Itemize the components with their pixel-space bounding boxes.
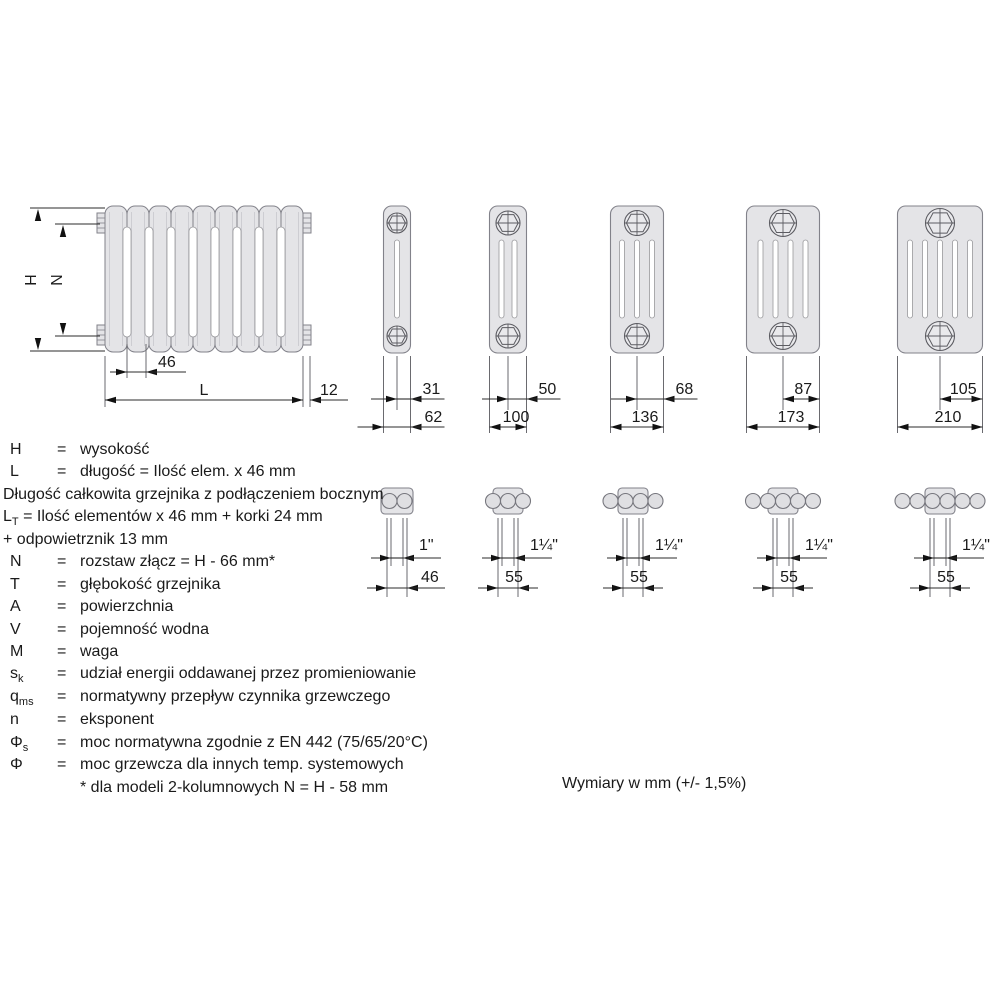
legend-row-total-length: Długość całkowita grzejnika z podłączeniem bocznym [3, 486, 384, 503]
connector-spacing-dim-label: N [47, 274, 64, 286]
connection-size-label: 1" [419, 537, 434, 554]
full-depth-label: 136 [631, 409, 659, 426]
hub-width-label: 55 [630, 569, 648, 586]
full-depth-label: 100 [502, 409, 530, 426]
full-depth-label: 173 [777, 409, 805, 426]
top-view-3col [478, 488, 558, 597]
hub-width-label: 46 [421, 569, 439, 586]
side-view-6col [898, 206, 983, 433]
length-dim-label: L [199, 382, 209, 399]
top-views [367, 488, 990, 597]
side-view-3col [482, 206, 561, 433]
connection-size-label: 1¼" [962, 537, 990, 554]
connection-size-label: 1¼" [530, 537, 558, 554]
side-view-2col [358, 206, 445, 433]
hub-width-label: 55 [505, 569, 523, 586]
top-view-6col [895, 488, 990, 597]
legend-footnote: * dla modeli 2-kolumnowych N = H - 58 mm [80, 779, 389, 796]
hub-width-label: 55 [780, 569, 798, 586]
half-depth-label: 50 [538, 381, 557, 398]
side-view-5col [747, 206, 820, 433]
top-view-5col [746, 488, 833, 597]
legend-row-lt: $L_T$ = Ilość elementów x 46 mm + korki 24 mm [3, 508, 323, 529]
height-dim-label: H [21, 274, 38, 286]
element-pitch-label: 46 [158, 354, 176, 371]
top-view-4col [603, 488, 683, 597]
radiator-dimensions-diagram: H N 46 L 12 31 62 50 100 68 136 87 173 105 210 1" 46 1¼" 55 1¼" 55 1¼" 55 1¼" 55 H = wysokość L = długość = Ilość elem. x 46 mm Długość całkowita grzejnika z podłączeniem bocznym $L_T$ = Ilość elementów x 46 mm + korki 24 mm + odpowietrznik 13 mm N = rozstaw złącz = H - 66 mm* T = głębokość grzejnika A = powierzchnia V = pojemność wodna M = waga $s_k$ = udział energii oddawanej przez promieniowanie $q_{ms}$ = normatywny przepływ czynnika grzewczego n = eksponent $\Phi_s$ = moc normatywna zgodnie z EN 442 (75/65/20°C) Φ = moc grzewcza dla innych temp. systemowych * dla modeli 2-kolumnowych N = H - 58 mm Wymiary w mm (+/- 1,5%) [0, 0, 1000, 1000]
half-depth-label: 87 [794, 381, 813, 398]
front-view-drawing [21, 206, 348, 407]
half-depth-label: 105 [949, 381, 977, 398]
side-views [358, 206, 983, 433]
full-depth-label: 210 [934, 409, 962, 426]
end-plug-dim-label: 12 [320, 382, 338, 399]
hub-width-label: 55 [937, 569, 955, 586]
legend-row-vent: + odpowietrznik 13 mm [3, 531, 168, 548]
full-depth-label: 62 [424, 409, 443, 426]
connection-size-label: 1¼" [655, 537, 683, 554]
half-depth-label: 68 [675, 381, 694, 398]
half-depth-label: 31 [422, 381, 441, 398]
connection-size-label: 1¼" [805, 537, 833, 554]
side-view-4col [611, 206, 698, 433]
dimensions-tolerance-note: Wymiary w mm (+/- 1,5%) [562, 775, 747, 792]
